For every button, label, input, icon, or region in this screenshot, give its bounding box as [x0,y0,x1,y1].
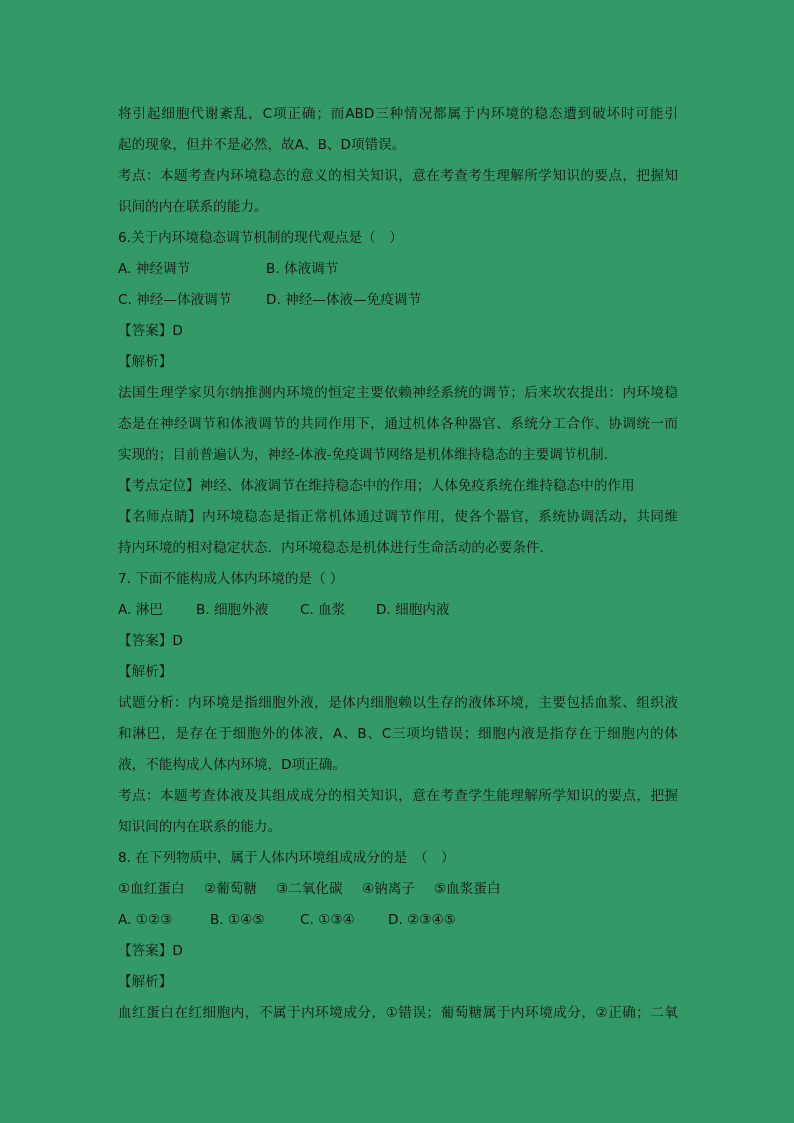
text-line [118,595,678,626]
option-item: B. 细胞外液 [196,602,269,618]
option-item: C. 神经—体液调节 [118,292,232,308]
option-item: C. 血浆 [300,602,346,618]
text-line: 血红蛋白在红细胞内，不属于内环境成分，①错误；葡萄糖属于内环境成分，②正确；二氧 [118,1005,678,1021]
text-line: 8. 在下列物质中，属于人体内环境组成成分的是 （ ） [118,850,455,866]
option-item: B. 体液调节 [266,261,339,277]
option-item: B. ①④⑤ [210,912,265,928]
text-line: 法国生理学家贝尔纳推测内环境的恒定主要依赖神经系统的调节；后来坎农提出：内环境稳 [118,385,678,401]
option-item: D. 神经—体液—免疫调节 [266,292,422,308]
text-line [118,254,678,285]
document-page [118,99,678,1029]
text-line [118,285,678,316]
option-item: D. 细胞内液 [376,602,450,618]
text-line [118,874,678,905]
text-line: 7. 下面不能构成人体内环境的是（ ） [118,571,344,587]
option-item: ⑤血浆蛋白 [434,881,501,897]
option-item: ①血红蛋白 [118,881,185,897]
text-line: 实现的；目前普遍认为，神经-体液-免疫调节网络是机体维持稳态的主要调节机制． [118,447,618,463]
text-line: 【解析】 [118,664,173,680]
option-item: A. 淋巴 [118,602,163,618]
text-line: 和淋巴，是存在于细胞外的体液，A、B、C三项均错误；细胞内液是指存在于细胞内的体 [118,726,678,742]
text-line: 起的现象，但并不是必然，故A、B、D项错误。 [118,137,406,153]
option-item: D. ②③④⑤ [388,912,456,928]
text-line: 【解析】 [118,354,173,370]
text-line: 【解析】 [118,974,173,990]
text-line: 【名师点睛】内环境稳态是指正常机体通过调节作用，使各个器官，系统协调活动，共同维 [118,509,678,525]
text-line [118,905,678,936]
text-line: 考点：本题考查体液及其组成成分的相关知识，意在考查学生能理解所学知识的要点，把握 [118,788,678,804]
text-line: 考点：本题考查内环境稳态的意义的相关知识，意在考查考生理解所学知识的要点，把握知 [118,168,678,184]
text-line: 【答案】D [118,633,183,649]
option-item: C. ①③④ [300,912,355,928]
option-item: ②葡萄糖 [204,881,257,897]
text-line: 【考点定位】神经、体液调节在维持稳态中的作用；人体免疫系统在维持稳态中的作用 [118,478,635,494]
option-item: A. ①②③ [118,912,173,928]
option-item: A. 神经调节 [118,261,191,277]
text-line: 将引起细胞代谢紊乱，C项正确；而ABD三种情况都属于内环境的稳态遭到破坏时可能引 [118,106,678,122]
option-item: ④钠离子 [362,881,415,897]
option-item: ③二氧化碳 [276,881,343,897]
text-line: 试题分析：内环境是指细胞外液，是体内细胞赖以生存的液体环境，主要包括血浆、组织液 [118,695,678,711]
text-line: 液，不能构成人体内环境，D项正确。 [118,757,346,773]
text-line: 持内环境的相对稳定状态．内环境稳态是机体进行生命活动的必要条件． [118,540,553,556]
text-line: 【答案】D [118,943,183,959]
text-line: 识间的内在联系的能力。 [118,199,268,215]
text-line: 6.关于内环境稳态调节机制的现代观点是（ ） [118,230,403,246]
text-line: 【答案】D [118,323,183,339]
text-line: 态是在神经调节和体液调节的共同作用下，通过机体各种器官、系统分工合作、协调统一而 [118,416,678,432]
text-line: 知识间的内在联系的能力。 [118,819,282,835]
